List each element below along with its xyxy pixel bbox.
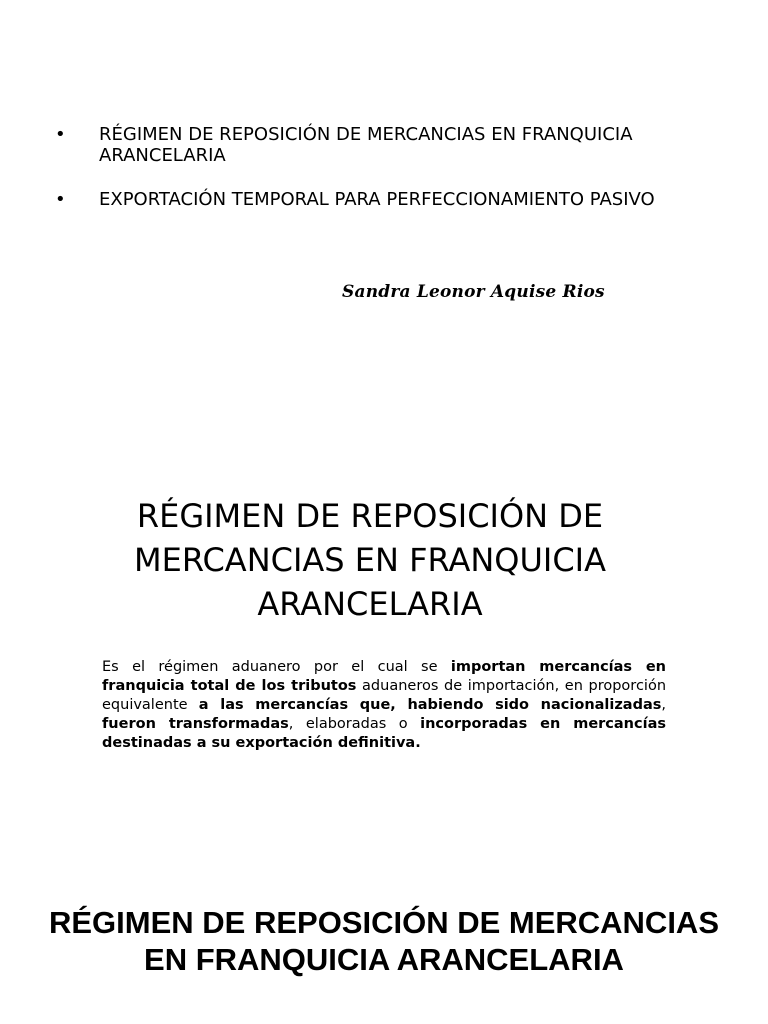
bullet-item [55,124,715,166]
slide-title [60,494,680,626]
bullet-text: RÉGIMEN DE REPOSICIÓN DE MERCANCIAS EN FRANQUICIA ARANCELARIA [99,124,633,166]
slide-1 [0,0,768,432]
slide-3 [0,852,768,1024]
paragraph-bold: a las mercancías que, habiendo sido nacionalizadas [198,697,662,713]
paragraph-bold: incorporadas en mercancías destinadas a su exportación definitiva. [102,716,666,751]
slide-2 [0,432,768,852]
paragraph-bold: fueron transformadas [102,716,289,732]
definition-paragraph [102,658,666,753]
title-line: MERCANCIAS EN FRANQUICIA [133,541,606,579]
bullet-text: EXPORTACIÓN TEMPORAL PARA PERFECCIONAMIENTO PASIVO [99,189,655,210]
title-line: EN FRANQUICIA ARANCELARIA [144,942,624,977]
title-line: ARANCELARIA [257,585,483,623]
author-name: Sandra Leonor Aquise Rios [342,282,605,302]
bullet-marker: • [55,189,66,210]
paragraph-text: Es el régimen aduanero por el cual se [102,659,451,675]
title-line: RÉGIMEN DE REPOSICIÓN DE MERCANCIAS [48,905,719,940]
bullet-item [55,189,715,210]
paragraph-text: aduaneros de importación, en proporción equivalente [102,678,667,713]
bullet-marker: • [55,124,66,145]
title-line: RÉGIMEN DE REPOSICIÓN DE [136,497,604,535]
paragraph-text: , [661,697,666,713]
paragraph-text: , elaboradas o [288,716,421,732]
slide-title [20,904,748,978]
bullet-list [55,124,715,233]
paragraph-bold: importan mercancías en franquicia total de los tributos [102,659,667,694]
